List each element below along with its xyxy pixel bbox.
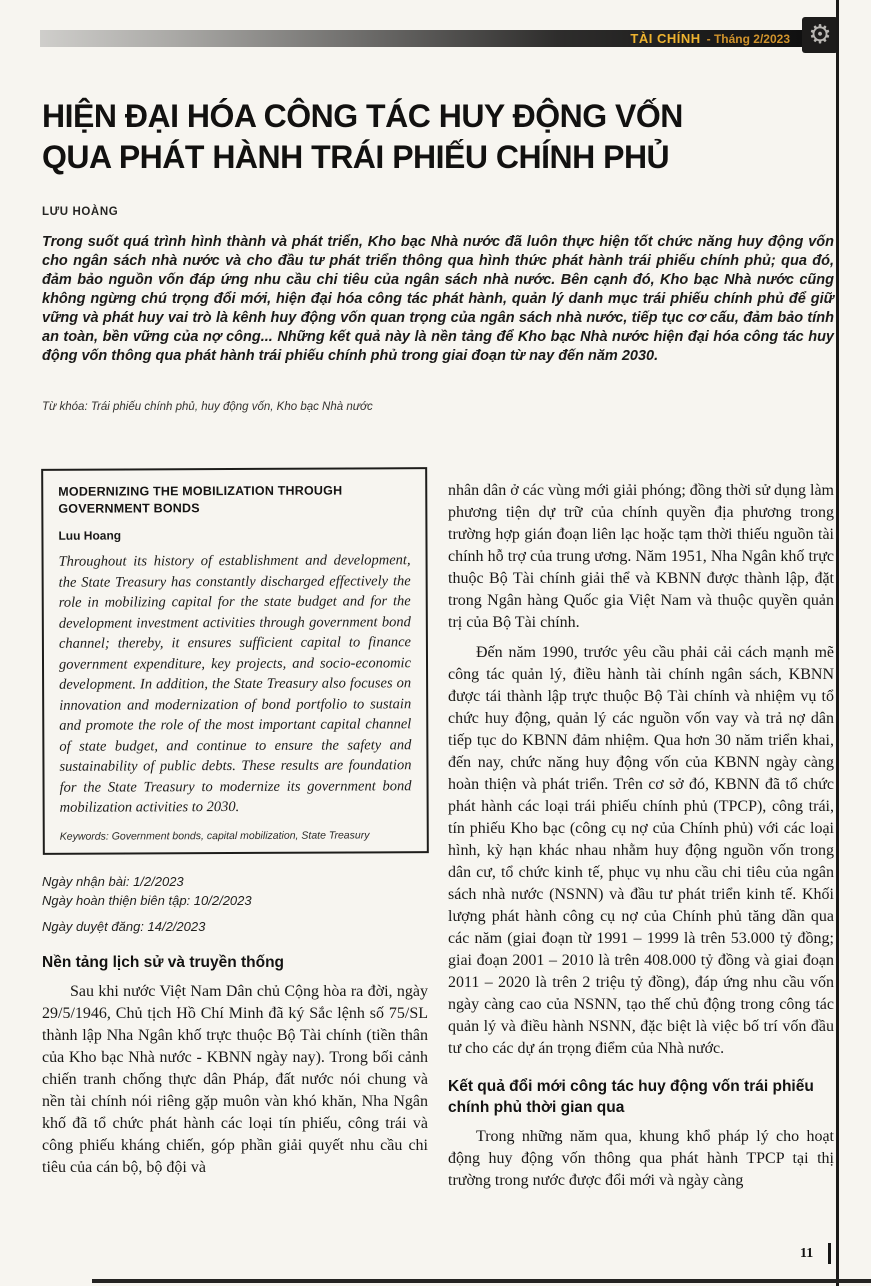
article-body <box>42 468 834 1192</box>
article-title-line-2: QUA PHÁT HÀNH TRÁI PHIẾU CHÍNH PHỦ <box>42 139 670 175</box>
english-abstract-title: MODERNIZING THE MOBILIZATION THROUGH GOVERNMENT BONDS <box>58 483 343 516</box>
right-column <box>448 468 834 1192</box>
page-number: 11 <box>800 1246 814 1261</box>
header-bar <box>40 30 802 47</box>
article-abstract: Trong suốt quá trình hình thành và phát triển, Kho bạc Nhà nước đã luôn thực hiện tốt chức năng huy động vốn cho ngân sách nhà nước và cho đầu tư phát triển thông qua hình thức phát hành trái phiếu chính phủ; qua đó, đảm bảo nguồn vốn đáp ứng nhu cầu chi tiêu của ngân sách nhà nước. Bên cạnh đó, Kho bạc Nhà nước cũng không ngừng chú trọng đổi mới, hiện đại hóa công tác phát hành, quản lý danh mục trái phiếu chính phủ để giữ vững và phát huy vai trò là kênh huy động vốn quan trọng của ngân sách nhà nước, tiếp tục cơ cấu, đảm bảo tính an toàn, bền vững của nợ công... Những kết quả này là nền tảng để Kho bạc Nhà nước hiện đại hóa công tác huy động vốn thông qua phát hành trái phiếu chính phủ trong giai đoạn từ nay đến năm 2030. <box>42 234 834 364</box>
scan-edge-right <box>836 0 839 1286</box>
left-column <box>42 468 428 1192</box>
english-abstract-keywords: Keywords: Government bonds, capital mobilization, State Treasury <box>59 828 370 843</box>
date-accepted: Ngày duyệt đăng: 14/2/2023 <box>42 918 206 934</box>
article-author: LƯU HOÀNG <box>42 206 119 218</box>
date-received: Ngày nhận bài: 1/2/2023 <box>42 873 184 889</box>
manuscript-dates <box>42 872 428 936</box>
section-heading-results: Kết quả đổi mới công tác huy động vốn trái phiếu chính phủ thời gian qua <box>448 1078 814 1116</box>
gear-icon: ⚙ <box>802 17 838 53</box>
scan-edge-bottom <box>92 1279 871 1283</box>
paragraph-history-1: Sau khi nước Việt Nam Dân chủ Cộng hòa ra đời, ngày 29/5/1946, Chủ tịch Hồ Chí Minh đã ký Sắc lệnh số 75/SL thành lập Nha Ngân khố trực thuộc Bộ Tài chính (tiền thân của Kho bạc Nhà nước - KBNN ngày nay). Trong bối cảnh chiến tranh chống thực dân Pháp, đất nước nói chung và nền tài chính nói riêng gặp muôn vàn khó khăn, Nha Ngân khố đã tổ chức phát hành các loại tín phiếu, công trái và công phiếu kháng chiến, góp phần giải quyết nhu cầu chi tiêu của cán bộ, bộ đội và <box>42 982 428 1176</box>
english-abstract-body: Throughout its history of establishment and development, the State Treasury has constantly discharged effectively the role in mobilizing capital for the state budget and for the development investment activities through government bond channel; thereby, it ensures sufficient capital to finance government expenditure, key projects, and socio-economic development. In addition, the State Treasury also focuses on innovation and modernization of bond portfolio to sustain and promote the role of the most important capital channel of state budget, and continue to ensure the safety and sustainability of public debts. These results are foundation for the State Treasury to modernize its government bond mobilization activities to 2030. <box>58 552 412 816</box>
paragraph-history-2: nhân dân ở các vùng mới giải phóng; đồng thời sử dụng làm phương tiện dự trữ của chính quyền địa phương trong trường hợp gián đoạn liên lạc hoặc tạm thời thiếu nguồn tài chính hỗ trợ của trung ương. Năm 1951, Nha Ngân khố trực thuộc Bộ Tài chính giải thể và KBNN được thành lập, đặt trong Ngân hàng Quốc gia Việt Nam và thuộc quyền quản trị của Bộ Tài chính. <box>448 482 834 631</box>
section-heading-history: Nền tảng lịch sử và truyền thống <box>42 953 285 971</box>
english-abstract-author: Luu Hoang <box>58 528 122 543</box>
journal-name: TÀI CHÍNH <box>630 31 701 46</box>
date-revised: Ngày hoàn thiện biên tập: 10/2/2023 <box>42 892 252 908</box>
article-title-line-1: HIỆN ĐẠI HÓA CÔNG TÁC HUY ĐỘNG VỐN <box>42 98 683 134</box>
article-title <box>42 96 802 178</box>
english-abstract-box <box>41 467 429 854</box>
article-keywords: Từ khóa: Trái phiếu chính phủ, huy động vốn, Kho bạc Nhà nước <box>42 401 373 413</box>
paragraph-results-1: Trong những năm qua, khung khổ pháp lý cho hoạt động huy động vốn thông qua phát hành TPCP tại thị trường trong nước được đổi mới và ngày càng <box>448 1128 834 1189</box>
page-number-tick <box>828 1243 831 1264</box>
issue-label: - Tháng 2/2023 <box>706 31 790 46</box>
paragraph-history-3: Đến năm 1990, trước yêu cầu phải cải cách mạnh mẽ công tác quản lý, điều hành tài chính ngân sách, KBNN được tái thành lập trực thuộc Bộ Tài chính và nhiệm vụ tổ chức huy động, quản lý các nguồn vốn vay và trả nợ dân tiếp tục do KBNN đảm nhiệm. Qua hơn 30 năm triển khai, đến nay, chức năng huy động vốn của KBNN ngày càng hoàn thiện và phát triển. Trên cơ sở đó, KBNN đã tổ chức phát hành các loại trái phiếu chính phủ (TPCP), công trái, tín phiếu Kho bạc (công cụ nợ của Chính phủ) với các loại hình, kỳ hạn khác nhau nhằm huy động nguồn vốn trong dân cư, tổ chức kinh tế, phục vụ nhu cầu chi tiêu của ngân sách nhà nước (NSNN) và đầu tư phát triển kinh tế. Khối lượng phát hành công cụ nợ của Chính phủ tăng dần qua các năm (giai đoạn từ 1991 – 1999 là trên 53.000 tỷ đồng; giai đoạn 2001 – 2010 là trên 408.000 tỷ đồng và giai đoạn 2011 – 2020 là trên 2 triệu tỷ đồng), đáp ứng nhu cầu vốn ngày càng cao của NSNN, tạo thế chủ động trong công tác quản lý và điều hành NSNN, đặc biệt là việc bố trí vốn đầu tư cho các dự án trọng điểm của Nhà nước. <box>448 644 834 1057</box>
